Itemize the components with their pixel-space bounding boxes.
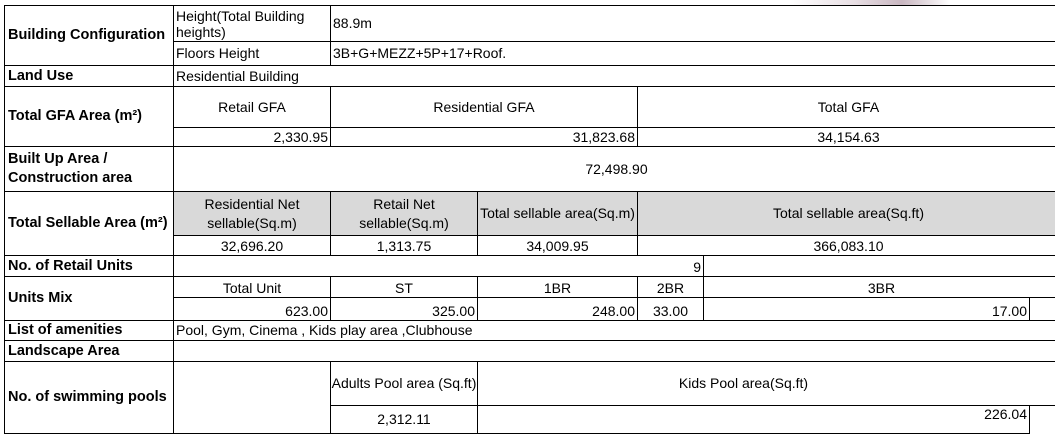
landscape-area-label[interactable]: Landscape Area [4,340,174,362]
retail-gfa-header[interactable]: Retail GFA [173,86,331,128]
retail-units-value[interactable]: 9 [173,255,704,277]
building-configuration-label[interactable]: Building Configuration [4,5,174,66]
kids-pool-area-value[interactable]: 226.04 [477,405,1030,434]
land-use-label[interactable]: Land Use [4,65,174,87]
retail-gfa-value[interactable]: 2,330.95 [173,127,331,147]
1br-header[interactable]: 1BR [477,276,638,298]
3br-header[interactable]: 3BR [703,276,1055,298]
landscape-area-value[interactable] [173,340,1055,362]
adults-pool-area-value[interactable]: 2,312.11 [330,405,478,434]
adults-pool-area-header[interactable]: Adults Pool area (Sq.ft) [330,361,478,406]
built-up-area-label[interactable]: Built Up Area / Construction area [4,146,174,192]
residential-net-sellable-header[interactable]: Residential Net sellable(Sq.m) [173,191,331,236]
total-gfa-label[interactable]: Total GFA Area (m²) [4,86,174,147]
amenities-value[interactable]: Pool, Gym, Cinema , Kids play area ,Clubhouse [173,320,1055,341]
retail-units-empty-cell[interactable] [703,255,1055,277]
units-mix-label[interactable]: Units Mix [4,276,174,321]
total-sellable-sqm-value[interactable]: 34,009.95 [477,235,638,256]
total-gfa-header[interactable]: Total GFA [637,86,1055,128]
total-unit-header[interactable]: Total Unit [173,276,331,298]
2br-header[interactable]: 2BR [637,276,704,298]
residential-net-sellable-value[interactable]: 32,696.20 [173,235,331,256]
st-value[interactable]: 325.00 [330,297,478,321]
retail-units-label[interactable]: No. of Retail Units [4,255,174,277]
built-up-area-value[interactable]: 72,498.90 [173,146,1055,192]
total-sellable-area-label[interactable]: Total Sellable Area (m²) [4,191,174,256]
floors-height-label-cell[interactable]: Floors Height [173,41,331,66]
total-sellable-sqft-header[interactable]: Total sellable area(Sq.ft) [637,191,1055,236]
swimming-pools-count-cell[interactable] [173,361,331,434]
floors-height-value-cell[interactable]: 3B+G+MEZZ+5P+17+Roof. [330,41,1055,66]
height-label-cell[interactable]: Height(Total Building heights) [173,5,331,42]
total-unit-value[interactable]: 623.00 [173,297,331,321]
swimming-pools-label[interactable]: No. of swimming pools [4,361,174,434]
st-header[interactable]: ST [330,276,478,298]
units-mix-empty-cell[interactable] [1029,297,1055,321]
1br-value[interactable]: 248.00 [477,297,638,321]
total-gfa-value[interactable]: 34,154.63 [637,127,1055,147]
retail-net-sellable-header[interactable]: Retail Net sellable(Sq.m) [330,191,478,236]
2br-value[interactable]: 33.00 [637,297,704,321]
residential-gfa-value[interactable]: 31,823.68 [330,127,638,147]
residential-gfa-header[interactable]: Residential GFA [330,86,638,128]
kids-pool-area-header[interactable]: Kids Pool area(Sq.ft) [477,361,1055,406]
retail-net-sellable-value[interactable]: 1,313.75 [330,235,478,256]
3br-value[interactable]: 17.00 [703,297,1030,321]
total-sellable-sqft-value[interactable]: 366,083.10 [637,235,1055,256]
land-use-value-cell[interactable]: Residential Building [173,65,1055,87]
total-sellable-sqm-header[interactable]: Total sellable area(Sq.m) [477,191,638,236]
amenities-label[interactable]: List of amenities [4,320,174,341]
height-value-cell[interactable]: 88.9m [330,5,1055,42]
